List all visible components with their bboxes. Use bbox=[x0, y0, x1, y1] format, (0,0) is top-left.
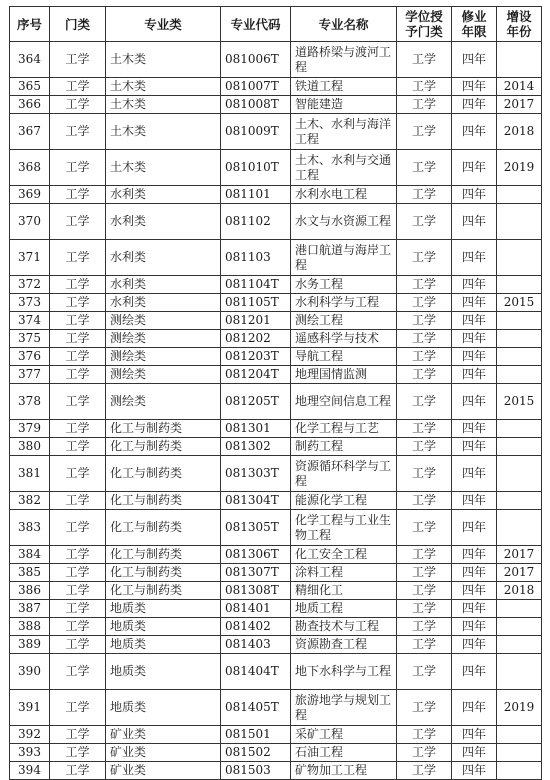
cell-study-length: 四年 bbox=[452, 744, 497, 762]
cell-degree-category: 工学 bbox=[397, 330, 452, 348]
majors-table bbox=[9, 6, 542, 780]
cell-major-class: 化工与制药类 bbox=[106, 456, 221, 492]
cell-serial-number: 386 bbox=[10, 582, 50, 600]
cell-category: 工学 bbox=[50, 96, 106, 114]
cell-degree-category: 工学 bbox=[397, 600, 452, 618]
cell-degree-category: 工学 bbox=[397, 456, 452, 492]
cell-major-class: 测绘类 bbox=[106, 366, 221, 384]
header-category: 门类 bbox=[50, 7, 106, 42]
cell-major-class: 化工与制药类 bbox=[106, 510, 221, 546]
cell-serial-number: 387 bbox=[10, 600, 50, 618]
cell-major-name: 化工安全工程 bbox=[291, 546, 397, 564]
cell-degree-category: 工学 bbox=[397, 240, 452, 276]
cell-serial-number: 374 bbox=[10, 312, 50, 330]
cell-major-class: 水利类 bbox=[106, 204, 221, 240]
cell-major-code: 081307T bbox=[221, 564, 291, 582]
header-serial-number: 序号 bbox=[10, 7, 50, 42]
cell-major-name: 化学工程与工艺 bbox=[291, 420, 397, 438]
cell-serial-number: 372 bbox=[10, 276, 50, 294]
cell-category: 工学 bbox=[50, 636, 106, 654]
cell-major-name: 矿物加工工程 bbox=[291, 762, 397, 780]
cell-category: 工学 bbox=[50, 762, 106, 780]
cell-major-class: 矿业类 bbox=[106, 762, 221, 780]
table-body bbox=[10, 42, 542, 780]
cell-major-name: 石油工程 bbox=[291, 744, 397, 762]
cell-degree-category: 工学 bbox=[397, 654, 452, 690]
cell-serial-number: 389 bbox=[10, 636, 50, 654]
cell-major-class: 土木类 bbox=[106, 96, 221, 114]
cell-major-name: 水利水电工程 bbox=[291, 186, 397, 204]
cell-major-class: 地质类 bbox=[106, 636, 221, 654]
cell-category: 工学 bbox=[50, 744, 106, 762]
cell-degree-category: 工学 bbox=[397, 438, 452, 456]
cell-category: 工学 bbox=[50, 564, 106, 582]
table-row bbox=[10, 600, 542, 618]
cell-study-length: 四年 bbox=[452, 690, 497, 726]
cell-major-name: 智能建造 bbox=[291, 96, 397, 114]
cell-serial-number: 382 bbox=[10, 492, 50, 510]
cell-category: 工学 bbox=[50, 240, 106, 276]
table-row bbox=[10, 78, 542, 96]
cell-major-code: 081105T bbox=[221, 294, 291, 312]
cell-serial-number: 367 bbox=[10, 114, 50, 150]
cell-degree-category: 工学 bbox=[397, 762, 452, 780]
cell-category: 工学 bbox=[50, 726, 106, 744]
cell-year-added bbox=[497, 186, 542, 204]
cell-major-name: 遥感科学与技术 bbox=[291, 330, 397, 348]
cell-major-name: 土木、水利与交通工程 bbox=[291, 150, 397, 186]
cell-study-length: 四年 bbox=[452, 600, 497, 618]
cell-major-class: 地质类 bbox=[106, 654, 221, 690]
cell-major-class: 水利类 bbox=[106, 240, 221, 276]
header-major-code: 专业代码 bbox=[221, 7, 291, 42]
cell-serial-number: 391 bbox=[10, 690, 50, 726]
cell-category: 工学 bbox=[50, 618, 106, 636]
cell-category: 工学 bbox=[50, 42, 106, 78]
cell-study-length: 四年 bbox=[452, 186, 497, 204]
cell-year-added bbox=[497, 762, 542, 780]
cell-category: 工学 bbox=[50, 366, 106, 384]
table-row bbox=[10, 654, 542, 690]
table-row bbox=[10, 348, 542, 366]
cell-major-code: 081201 bbox=[221, 312, 291, 330]
cell-study-length: 四年 bbox=[452, 726, 497, 744]
cell-study-length: 四年 bbox=[452, 348, 497, 366]
cell-major-class: 水利类 bbox=[106, 186, 221, 204]
cell-study-length: 四年 bbox=[452, 366, 497, 384]
cell-study-length: 四年 bbox=[452, 456, 497, 492]
cell-major-name: 化学工程与工业生物工程 bbox=[291, 510, 397, 546]
cell-year-added bbox=[497, 366, 542, 384]
cell-major-name: 土木、水利与海洋工程 bbox=[291, 114, 397, 150]
cell-degree-category: 工学 bbox=[397, 150, 452, 186]
cell-category: 工学 bbox=[50, 510, 106, 546]
cell-study-length: 四年 bbox=[452, 654, 497, 690]
cell-major-class: 化工与制药类 bbox=[106, 564, 221, 582]
cell-major-code: 081203T bbox=[221, 348, 291, 366]
cell-serial-number: 373 bbox=[10, 294, 50, 312]
cell-degree-category: 工学 bbox=[397, 204, 452, 240]
cell-major-name: 地质工程 bbox=[291, 600, 397, 618]
cell-major-class: 水利类 bbox=[106, 294, 221, 312]
cell-serial-number: 390 bbox=[10, 654, 50, 690]
cell-major-class: 地质类 bbox=[106, 600, 221, 618]
cell-degree-category: 工学 bbox=[397, 42, 452, 78]
cell-serial-number: 375 bbox=[10, 330, 50, 348]
cell-major-name: 旅游地学与规划工程 bbox=[291, 690, 397, 726]
cell-major-name: 涂料工程 bbox=[291, 564, 397, 582]
cell-major-class: 化工与制药类 bbox=[106, 582, 221, 600]
cell-serial-number: 376 bbox=[10, 348, 50, 366]
table-row bbox=[10, 492, 542, 510]
cell-serial-number: 393 bbox=[10, 744, 50, 762]
cell-major-code: 081405T bbox=[221, 690, 291, 726]
cell-degree-category: 工学 bbox=[397, 294, 452, 312]
cell-degree-category: 工学 bbox=[397, 636, 452, 654]
cell-serial-number: 377 bbox=[10, 366, 50, 384]
cell-serial-number: 392 bbox=[10, 726, 50, 744]
table-header-row bbox=[10, 7, 542, 42]
cell-degree-category: 工学 bbox=[397, 348, 452, 366]
cell-year-added bbox=[497, 330, 542, 348]
cell-major-name: 勘查技术与工程 bbox=[291, 618, 397, 636]
table-row bbox=[10, 546, 542, 564]
cell-study-length: 四年 bbox=[452, 564, 497, 582]
cell-category: 工学 bbox=[50, 690, 106, 726]
cell-year-added: 2015 bbox=[497, 384, 542, 420]
cell-category: 工学 bbox=[50, 384, 106, 420]
table-row bbox=[10, 186, 542, 204]
cell-year-added: 2018 bbox=[497, 114, 542, 150]
cell-major-code: 081402 bbox=[221, 618, 291, 636]
header-major-name: 专业名称 bbox=[291, 7, 397, 42]
table-row bbox=[10, 294, 542, 312]
table-row bbox=[10, 384, 542, 420]
table-row bbox=[10, 204, 542, 240]
cell-major-name: 水文与水资源工程 bbox=[291, 204, 397, 240]
cell-serial-number: 394 bbox=[10, 762, 50, 780]
cell-category: 工学 bbox=[50, 294, 106, 312]
cell-major-code: 081006T bbox=[221, 42, 291, 78]
cell-serial-number: 379 bbox=[10, 420, 50, 438]
table-row bbox=[10, 42, 542, 78]
cell-major-code: 081303T bbox=[221, 456, 291, 492]
table-row bbox=[10, 726, 542, 744]
table-row bbox=[10, 330, 542, 348]
cell-year-added: 2017 bbox=[497, 96, 542, 114]
cell-study-length: 四年 bbox=[452, 492, 497, 510]
cell-major-class: 测绘类 bbox=[106, 312, 221, 330]
table-row bbox=[10, 744, 542, 762]
cell-major-name: 地下水科学与工程 bbox=[291, 654, 397, 690]
cell-year-added: 2018 bbox=[497, 582, 542, 600]
cell-degree-category: 工学 bbox=[397, 546, 452, 564]
cell-major-code: 081009T bbox=[221, 114, 291, 150]
cell-year-added bbox=[497, 312, 542, 330]
cell-major-name: 地理国情监测 bbox=[291, 366, 397, 384]
cell-major-code: 081502 bbox=[221, 744, 291, 762]
cell-year-added: 2019 bbox=[497, 150, 542, 186]
cell-year-added bbox=[497, 636, 542, 654]
cell-study-length: 四年 bbox=[452, 438, 497, 456]
cell-major-code: 081404T bbox=[221, 654, 291, 690]
cell-year-added bbox=[497, 654, 542, 690]
table-row bbox=[10, 114, 542, 150]
cell-major-class: 化工与制药类 bbox=[106, 546, 221, 564]
cell-study-length: 四年 bbox=[452, 582, 497, 600]
cell-study-length: 四年 bbox=[452, 762, 497, 780]
cell-study-length: 四年 bbox=[452, 420, 497, 438]
cell-study-length: 四年 bbox=[452, 618, 497, 636]
cell-degree-category: 工学 bbox=[397, 690, 452, 726]
cell-serial-number: 364 bbox=[10, 42, 50, 78]
header-degree-category: 学位授予门类 bbox=[397, 7, 452, 42]
cell-major-code: 081204T bbox=[221, 366, 291, 384]
cell-major-code: 081305T bbox=[221, 510, 291, 546]
cell-category: 工学 bbox=[50, 582, 106, 600]
cell-study-length: 四年 bbox=[452, 312, 497, 330]
cell-study-length: 四年 bbox=[452, 294, 497, 312]
cell-major-code: 081104T bbox=[221, 276, 291, 294]
cell-major-code: 081101 bbox=[221, 186, 291, 204]
cell-category: 工学 bbox=[50, 204, 106, 240]
cell-year-added bbox=[497, 600, 542, 618]
cell-serial-number: 371 bbox=[10, 240, 50, 276]
cell-category: 工学 bbox=[50, 312, 106, 330]
cell-degree-category: 工学 bbox=[397, 78, 452, 96]
cell-major-code: 081503 bbox=[221, 762, 291, 780]
cell-degree-category: 工学 bbox=[397, 366, 452, 384]
cell-serial-number: 385 bbox=[10, 564, 50, 582]
cell-major-name: 水利科学与工程 bbox=[291, 294, 397, 312]
cell-major-name: 能源化学工程 bbox=[291, 492, 397, 510]
cell-study-length: 四年 bbox=[452, 114, 497, 150]
cell-serial-number: 381 bbox=[10, 456, 50, 492]
table-row bbox=[10, 366, 542, 384]
cell-category: 工学 bbox=[50, 186, 106, 204]
cell-year-added bbox=[497, 240, 542, 276]
cell-year-added bbox=[497, 744, 542, 762]
cell-category: 工学 bbox=[50, 492, 106, 510]
cell-category: 工学 bbox=[50, 276, 106, 294]
cell-serial-number: 384 bbox=[10, 546, 50, 564]
cell-major-code: 081302 bbox=[221, 438, 291, 456]
cell-study-length: 四年 bbox=[452, 546, 497, 564]
table-row bbox=[10, 618, 542, 636]
cell-serial-number: 365 bbox=[10, 78, 50, 96]
cell-major-code: 081010T bbox=[221, 150, 291, 186]
cell-year-added bbox=[497, 510, 542, 546]
cell-study-length: 四年 bbox=[452, 150, 497, 186]
table-row bbox=[10, 762, 542, 780]
cell-study-length: 四年 bbox=[452, 204, 497, 240]
cell-major-class: 水利类 bbox=[106, 276, 221, 294]
cell-study-length: 四年 bbox=[452, 96, 497, 114]
cell-year-added bbox=[497, 492, 542, 510]
cell-major-name: 地理空间信息工程 bbox=[291, 384, 397, 420]
cell-category: 工学 bbox=[50, 600, 106, 618]
table-row bbox=[10, 456, 542, 492]
cell-major-name: 港口航道与海岸工程 bbox=[291, 240, 397, 276]
cell-category: 工学 bbox=[50, 150, 106, 186]
cell-study-length: 四年 bbox=[452, 384, 497, 420]
cell-major-class: 地质类 bbox=[106, 618, 221, 636]
cell-degree-category: 工学 bbox=[397, 96, 452, 114]
cell-degree-category: 工学 bbox=[397, 618, 452, 636]
table-row bbox=[10, 96, 542, 114]
cell-major-name: 资源勘查工程 bbox=[291, 636, 397, 654]
cell-major-class: 测绘类 bbox=[106, 384, 221, 420]
cell-degree-category: 工学 bbox=[397, 510, 452, 546]
cell-serial-number: 383 bbox=[10, 510, 50, 546]
table-row bbox=[10, 510, 542, 546]
cell-category: 工学 bbox=[50, 330, 106, 348]
cell-major-class: 化工与制药类 bbox=[106, 492, 221, 510]
cell-major-code: 081501 bbox=[221, 726, 291, 744]
cell-category: 工学 bbox=[50, 546, 106, 564]
cell-major-code: 081401 bbox=[221, 600, 291, 618]
cell-major-class: 矿业类 bbox=[106, 744, 221, 762]
cell-degree-category: 工学 bbox=[397, 744, 452, 762]
cell-year-added bbox=[497, 726, 542, 744]
cell-major-code: 081306T bbox=[221, 546, 291, 564]
cell-year-added: 2014 bbox=[497, 78, 542, 96]
cell-serial-number: 369 bbox=[10, 186, 50, 204]
cell-year-added: 2015 bbox=[497, 294, 542, 312]
cell-major-code: 081205T bbox=[221, 384, 291, 420]
cell-year-added bbox=[497, 618, 542, 636]
cell-major-code: 081403 bbox=[221, 636, 291, 654]
table-row bbox=[10, 150, 542, 186]
cell-study-length: 四年 bbox=[452, 330, 497, 348]
cell-major-name: 道路桥梁与渡河工程 bbox=[291, 42, 397, 78]
table-row bbox=[10, 690, 542, 726]
cell-serial-number: 388 bbox=[10, 618, 50, 636]
cell-year-added bbox=[497, 348, 542, 366]
cell-year-added: 2019 bbox=[497, 690, 542, 726]
cell-category: 工学 bbox=[50, 78, 106, 96]
cell-category: 工学 bbox=[50, 114, 106, 150]
cell-study-length: 四年 bbox=[452, 78, 497, 96]
table-row bbox=[10, 276, 542, 294]
cell-serial-number: 366 bbox=[10, 96, 50, 114]
cell-major-class: 土木类 bbox=[106, 150, 221, 186]
cell-major-code: 081102 bbox=[221, 204, 291, 240]
table-row bbox=[10, 312, 542, 330]
cell-degree-category: 工学 bbox=[397, 114, 452, 150]
cell-study-length: 四年 bbox=[452, 636, 497, 654]
cell-serial-number: 368 bbox=[10, 150, 50, 186]
cell-major-name: 精细化工 bbox=[291, 582, 397, 600]
table-row bbox=[10, 420, 542, 438]
cell-serial-number: 380 bbox=[10, 438, 50, 456]
cell-year-added bbox=[497, 204, 542, 240]
cell-degree-category: 工学 bbox=[397, 582, 452, 600]
majors-table-page bbox=[9, 6, 541, 780]
cell-degree-category: 工学 bbox=[397, 420, 452, 438]
cell-study-length: 四年 bbox=[452, 240, 497, 276]
cell-major-name: 资源循环科学与工程 bbox=[291, 456, 397, 492]
cell-major-class: 土木类 bbox=[106, 42, 221, 78]
cell-major-code: 081304T bbox=[221, 492, 291, 510]
cell-major-class: 化工与制药类 bbox=[106, 420, 221, 438]
cell-major-class: 化工与制药类 bbox=[106, 438, 221, 456]
cell-year-added bbox=[497, 456, 542, 492]
cell-serial-number: 370 bbox=[10, 204, 50, 240]
cell-major-class: 矿业类 bbox=[106, 726, 221, 744]
cell-degree-category: 工学 bbox=[397, 726, 452, 744]
header-major-class: 专业类 bbox=[106, 7, 221, 42]
cell-year-added: 2017 bbox=[497, 564, 542, 582]
cell-study-length: 四年 bbox=[452, 276, 497, 294]
cell-major-code: 081103 bbox=[221, 240, 291, 276]
cell-major-code: 081008T bbox=[221, 96, 291, 114]
cell-major-name: 采矿工程 bbox=[291, 726, 397, 744]
cell-major-class: 土木类 bbox=[106, 114, 221, 150]
table-row bbox=[10, 240, 542, 276]
cell-category: 工学 bbox=[50, 654, 106, 690]
cell-major-class: 测绘类 bbox=[106, 330, 221, 348]
cell-major-class: 土木类 bbox=[106, 78, 221, 96]
table-row bbox=[10, 438, 542, 456]
cell-degree-category: 工学 bbox=[397, 186, 452, 204]
cell-major-name: 测绘工程 bbox=[291, 312, 397, 330]
cell-category: 工学 bbox=[50, 456, 106, 492]
table-row bbox=[10, 564, 542, 582]
cell-degree-category: 工学 bbox=[397, 492, 452, 510]
table-row bbox=[10, 582, 542, 600]
cell-degree-category: 工学 bbox=[397, 276, 452, 294]
header-study-length: 修业年限 bbox=[452, 7, 497, 42]
cell-study-length: 四年 bbox=[452, 42, 497, 78]
cell-major-name: 制药工程 bbox=[291, 438, 397, 456]
cell-serial-number: 378 bbox=[10, 384, 50, 420]
cell-degree-category: 工学 bbox=[397, 384, 452, 420]
cell-year-added bbox=[497, 276, 542, 294]
cell-degree-category: 工学 bbox=[397, 312, 452, 330]
table-row bbox=[10, 636, 542, 654]
header-year-added: 增设年份 bbox=[497, 7, 542, 42]
cell-major-class: 测绘类 bbox=[106, 348, 221, 366]
cell-major-code: 081301 bbox=[221, 420, 291, 438]
cell-category: 工学 bbox=[50, 348, 106, 366]
cell-year-added: 2017 bbox=[497, 546, 542, 564]
cell-category: 工学 bbox=[50, 420, 106, 438]
cell-major-code: 081308T bbox=[221, 582, 291, 600]
cell-major-code: 081007T bbox=[221, 78, 291, 96]
cell-major-name: 导航工程 bbox=[291, 348, 397, 366]
cell-category: 工学 bbox=[50, 438, 106, 456]
cell-year-added bbox=[497, 420, 542, 438]
cell-year-added bbox=[497, 42, 542, 78]
cell-study-length: 四年 bbox=[452, 510, 497, 546]
cell-year-added bbox=[497, 438, 542, 456]
cell-major-name: 水务工程 bbox=[291, 276, 397, 294]
cell-degree-category: 工学 bbox=[397, 564, 452, 582]
cell-major-name: 铁道工程 bbox=[291, 78, 397, 96]
cell-major-class: 地质类 bbox=[106, 690, 221, 726]
cell-major-code: 081202 bbox=[221, 330, 291, 348]
